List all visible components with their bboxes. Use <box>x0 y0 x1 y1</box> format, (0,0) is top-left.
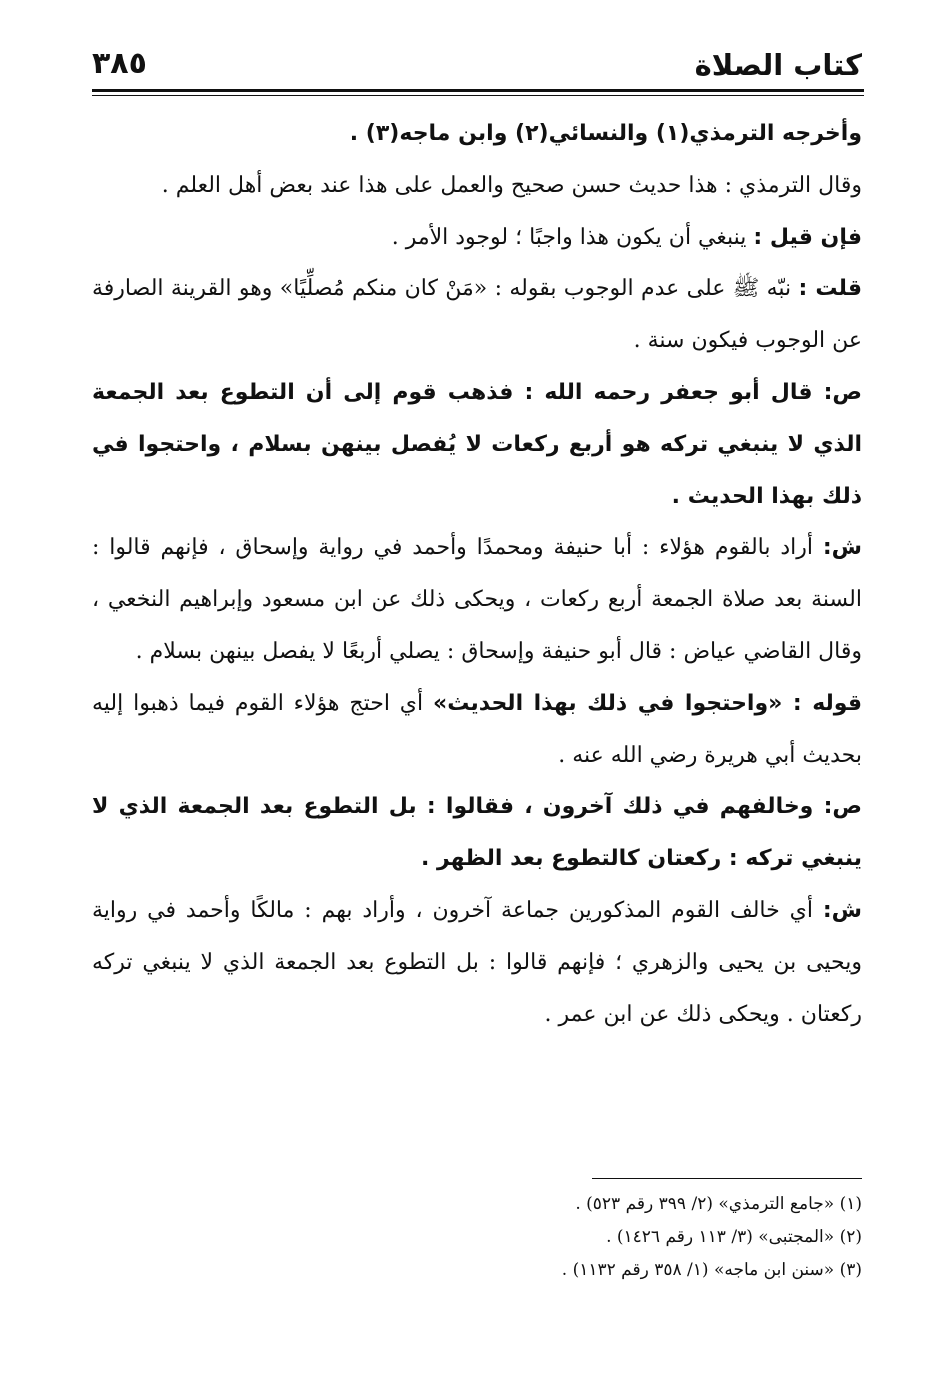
footnote: (٢) «المجتبى» (٣/ ١١٣ رقم ١٤٢٦) . <box>606 1227 862 1247</box>
chapter-title: كتاب الصلاة <box>694 48 862 82</box>
paragraph-text: أراد بالقوم هؤلاء : أبا حنيفة ومحمدًا وأحمد في رواية وإسحاق ، فإنهم قالوا : السنة بعد صلاة الجمعة أربع ركعات ، ويحكى ذلك عن ابن مسعود وإبراهيم النخعي ، وقال القاضي عياض : قال أبو حنيفة وإسحاق : يصلي أربعًا لا يفصل بينهن بسلام . <box>92 535 862 664</box>
footnote-separator <box>592 1178 862 1179</box>
footnotes <box>92 1188 862 1287</box>
paragraph-lead: قوله : «واحتجوا في ذلك بهذا الحديث» <box>432 690 862 716</box>
paragraph-text: أي خالف القوم المذكورين جماعة آخرون ، وأراد بهم : مالكًا وأحمد في رواية ويحيى بن يحيى والزهري ؛ فإنهم قالوا : بل التطوع بعد الجمعة الذي لا ينبغي تركه ركعتان . ويحكى ذلك عن ابن عمر . <box>92 897 862 1027</box>
paragraph <box>92 212 862 264</box>
paragraph <box>92 885 862 1040</box>
paragraph <box>92 781 862 885</box>
paragraph-text: ينبغي أن يكون هذا واجبًا ؛ لوجود الأمر . <box>391 224 747 250</box>
paragraph <box>92 678 862 782</box>
paragraph-text: وخالفهم في ذلك آخرون ، فقالوا : بل التطوع بعد الجمعة الذي لا ينبغي تركه : ركعتان كالتطوع بعد الظهر . <box>92 794 862 872</box>
header-rule-thin <box>92 95 864 96</box>
paragraph-text: أي احتج هؤلاء القوم فيما ذهبوا إليه بحديث أبي هريرة رضي الله عنه . <box>92 690 862 768</box>
paragraph <box>92 160 862 212</box>
paragraph <box>92 367 862 522</box>
paragraph-lead: فإن قيل : <box>753 224 862 250</box>
header-rule-thick <box>92 89 864 92</box>
paragraph-lead: ص: <box>823 794 862 820</box>
paragraph <box>92 522 862 677</box>
paragraph-lead: ش: <box>822 535 862 561</box>
paragraph-text: نبّه ﷺ على عدم الوجوب بقوله : «مَنْ كان منكم مُصلِّيًا» وهو القرينة الصارفة عن الوجوب فيكون سنة . <box>92 276 862 354</box>
paragraph-lead: ص: <box>823 379 862 405</box>
paragraph <box>92 108 862 160</box>
paragraph-text: قال أبو جعفر رحمه الله : فذهب قوم إلى أن التطوع بعد الجمعة الذي لا ينبغي تركه هو أربع ركعات لا يُفصل بينهن بسلام ، واحتجوا في ذلك بهذا الحديث . <box>92 379 862 509</box>
main-text <box>92 108 862 1040</box>
running-header <box>92 40 862 88</box>
footnote: (١) «جامع الترمذي» (٢/ ٣٩٩ رقم ٥٢٣) . <box>575 1194 862 1214</box>
paragraph-lead: ش: <box>822 897 862 923</box>
footnote: (٣) «سنن ابن ماجه» (١/ ٣٥٨ رقم ١١٣٢) . <box>561 1260 862 1280</box>
paragraph-text: وأخرجه الترمذي(١) والنسائي(٢) وابن ماجه(٣) . <box>349 121 862 146</box>
paragraph <box>92 263 862 367</box>
paragraph-text: وقال الترمذي : هذا حديث حسن صحيح والعمل على هذا عند بعض أهل العلم . <box>161 172 862 198</box>
page-number: ٣٨٥ <box>92 46 147 81</box>
paragraph-lead: قلت : <box>798 276 863 302</box>
